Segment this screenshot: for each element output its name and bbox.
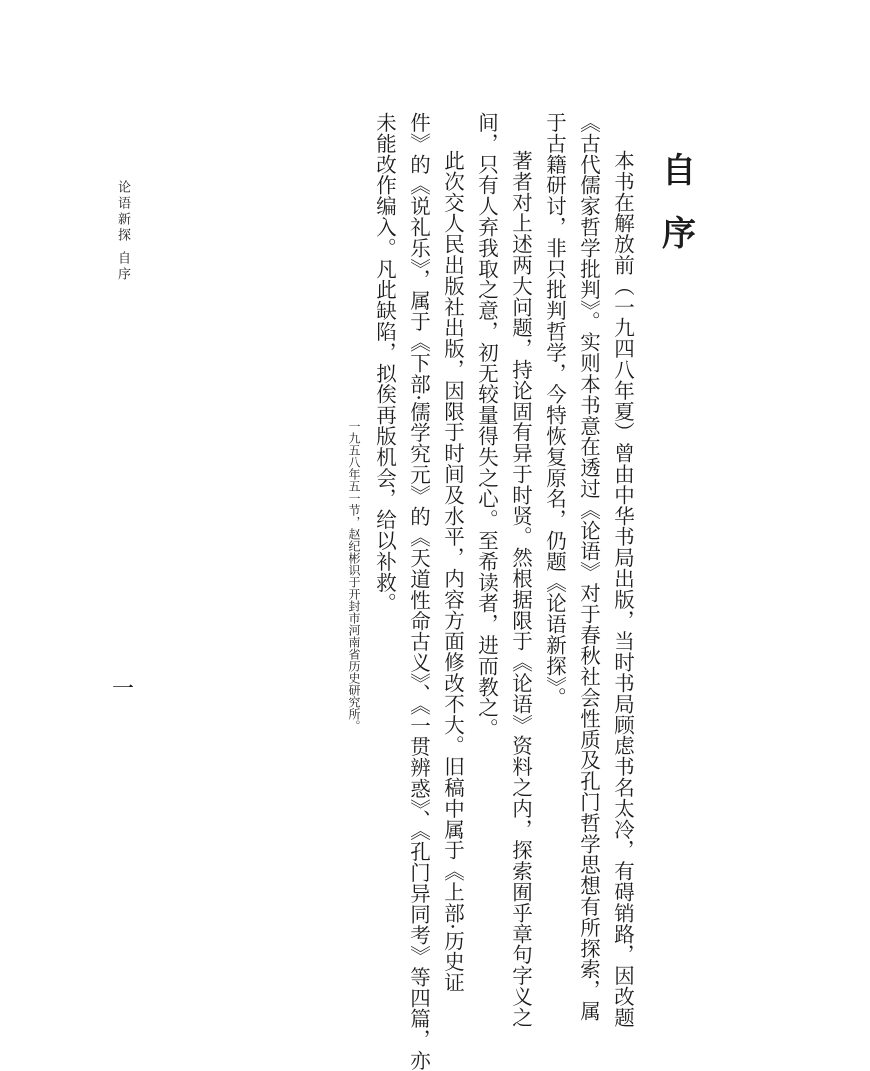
page-number: 一	[112, 677, 135, 702]
body-column-7: 件》的《说礼乐》，属于《下部·儒学究元》的《天道性命古义》、《一贯辨惑》、《孔门异同考》等四篇，亦	[406, 112, 431, 1071]
page-title-char-2: 序	[662, 214, 696, 254]
body-column-8: 未能改作编入。凡此缺陷，拟俟再版机会，给以补救。	[372, 112, 397, 614]
running-header: 论语新探 自序	[115, 180, 130, 284]
body-column-4: 著者对上述两大问题，持论固有异于时贤。然根据限于《论语》资料之内，探索囿乎章句字义之	[508, 150, 533, 1028]
body-column-3: 于古籍研讨，非只批判哲学，今特恢复原名，仍题《论语新探》。	[542, 112, 567, 708]
body-column-6: 此次交人民出版社出版，因限于时间及水平，内容方面修改不大。旧稿中属于《上部·历史证	[440, 150, 465, 993]
page-title-char-1: 自	[662, 151, 696, 191]
body-column-2: 《古代儒家哲学批判》。实则本书意在透过《论语》对于春秋社会性质及孔门哲学思想有所探索，属	[576, 112, 601, 1022]
body-column-5: 间，只有人弃我取之意，初无较量得失之心。至希读者，进而教之。	[474, 112, 499, 739]
body-column-1: 本书在解放前（一九四八年夏）曾由中华书局出版，当时书局顾虑书名太冷，有碍销路，因改题	[610, 150, 635, 1028]
signature-line: 一九五八年五一节，赵纪彬识于开封市河南省历史研究所。	[347, 420, 361, 732]
